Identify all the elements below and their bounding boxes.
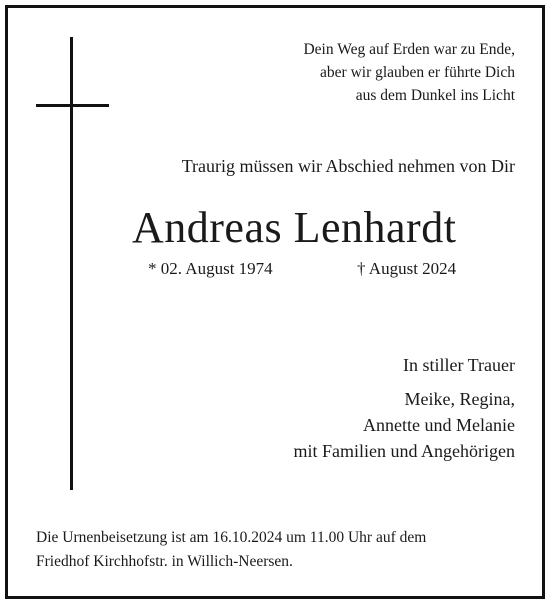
birth-date: * 02. August 1974 — [148, 259, 273, 278]
death-date: † August 2024 — [357, 259, 457, 278]
mourners-block — [195, 352, 515, 464]
mourning-heading: In stiller Trauer — [403, 355, 515, 375]
mourner-line: Meike, Regina, — [404, 389, 515, 409]
funeral-details — [36, 526, 516, 574]
farewell-intro: Traurig müssen wir Abschied nehmen von Dir — [181, 156, 515, 176]
verse-line: aus dem Dunkel ins Licht — [355, 87, 515, 104]
cross-icon-horizontal-bar — [36, 104, 109, 107]
funeral-line: Die Urnenbeisetzung ist am 16.10.2024 um 11.00 Uhr auf dem — [36, 529, 427, 546]
verse-line: aber wir glauben er führte Dich — [320, 64, 515, 81]
mourner-line: Annette und Melanie — [363, 415, 515, 435]
funeral-line: Friedhof Kirchhofstr. in Willich-Neersen. — [36, 553, 293, 570]
verse-line: Dein Weg auf Erden war zu Ende, — [303, 41, 515, 58]
memorial-verse — [215, 38, 515, 107]
mourner-line: mit Familien und Angehörigen — [293, 441, 515, 461]
deceased-name: Andreas Lenhardt — [132, 203, 457, 252]
